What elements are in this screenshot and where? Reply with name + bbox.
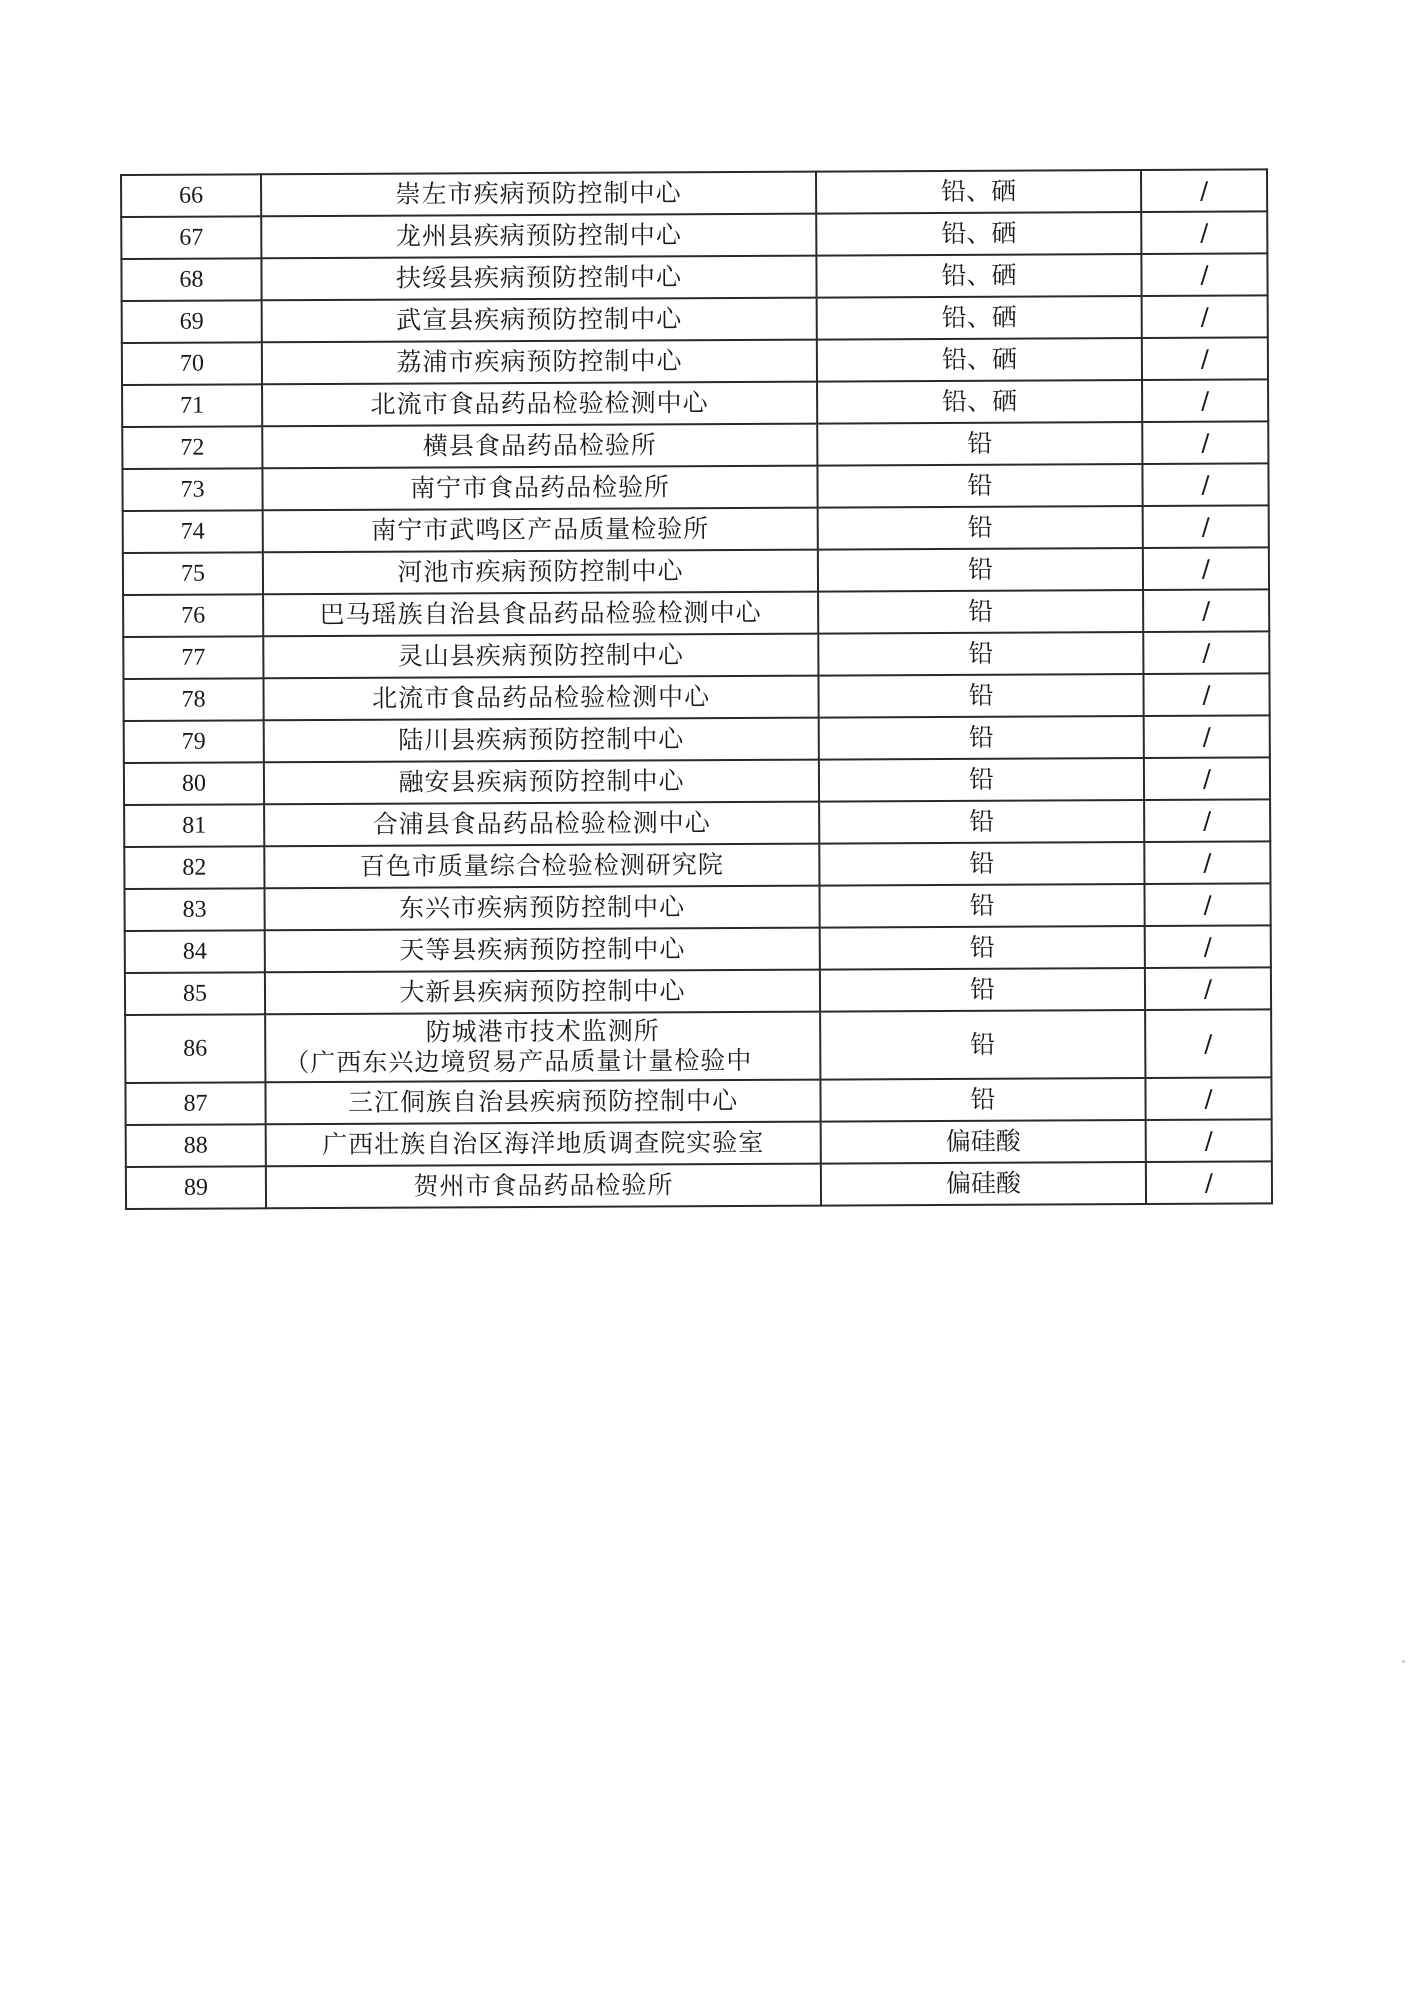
table-row — [122, 421, 1268, 469]
table-row — [124, 799, 1270, 847]
remark: / — [1144, 757, 1270, 800]
table-row — [126, 1119, 1272, 1167]
test-item: 铅 — [818, 632, 1143, 676]
table-row — [125, 925, 1271, 973]
row-number: 89 — [126, 1166, 266, 1209]
institution-name: 广西壮族自治区海洋地质调查院实验室 — [266, 1122, 821, 1167]
row-number: 85 — [125, 972, 265, 1015]
institution-name: 南宁市武鸣区产品质量检验所 — [263, 508, 818, 553]
row-number: 76 — [123, 594, 263, 637]
remark: / — [1143, 673, 1269, 716]
table-row — [122, 463, 1268, 511]
test-item: 铅 — [819, 842, 1144, 886]
remark: / — [1145, 1077, 1271, 1120]
remark: / — [1144, 715, 1270, 758]
institution-name: 横县食品药品检验所 — [262, 424, 817, 469]
institution-name: 扶绥县疾病预防控制中心 — [261, 256, 816, 301]
row-number: 66 — [121, 174, 261, 217]
table-row — [122, 295, 1268, 343]
institution-name — [265, 1012, 820, 1083]
row-number: 69 — [122, 300, 262, 343]
test-item: 铅 — [820, 1010, 1145, 1080]
row-number: 82 — [124, 846, 264, 889]
table-row — [126, 1161, 1272, 1209]
row-number: 70 — [122, 342, 262, 385]
row-number: 74 — [123, 510, 263, 553]
test-item: 铅 — [818, 506, 1143, 550]
remark: / — [1144, 883, 1270, 926]
row-number: 73 — [122, 468, 262, 511]
table-row — [125, 1009, 1271, 1083]
remark: / — [1145, 925, 1271, 968]
table-row — [124, 757, 1270, 805]
table-row — [121, 253, 1267, 301]
institution-name: 崇左市疾病预防控制中心 — [261, 172, 816, 217]
test-item: 铅 — [819, 884, 1144, 928]
table-row — [123, 589, 1269, 637]
row-number: 88 — [126, 1124, 266, 1167]
institution-name: 合浦县食品药品检验检测中心 — [264, 802, 819, 847]
row-number: 77 — [123, 636, 263, 679]
remark: / — [1143, 547, 1269, 590]
institution-name: 陆川县疾病预防控制中心 — [264, 718, 819, 763]
remark: / — [1142, 337, 1268, 380]
row-number: 68 — [121, 258, 261, 301]
institution-name: 百色市质量综合检验检测研究院 — [264, 844, 819, 889]
remark: / — [1144, 799, 1270, 842]
institution-name: 大新县疾病预防控制中心 — [265, 970, 820, 1015]
table-row — [124, 715, 1270, 763]
test-item: 铅 — [819, 716, 1144, 760]
institution-name: 东兴市疾病预防控制中心 — [264, 886, 819, 931]
test-item: 铅 — [818, 674, 1143, 718]
test-item: 铅、硒 — [816, 170, 1141, 214]
test-item: 偏硅酸 — [821, 1120, 1146, 1164]
row-number: 83 — [124, 888, 264, 931]
table-row — [121, 211, 1267, 259]
table-row — [123, 505, 1269, 553]
institution-name-line1: 防城港市技术监测所 — [425, 1016, 660, 1047]
institution-name: 武宣县疾病预防控制中心 — [262, 298, 817, 343]
remark: / — [1143, 631, 1269, 674]
institution-name: 龙州县疾病预防控制中心 — [261, 214, 816, 259]
scan-speck — [1402, 1660, 1405, 1663]
test-item: 铅、硒 — [817, 296, 1142, 340]
institution-name: 巴马瑶族自治县食品药品检验检测中心 — [263, 592, 818, 637]
remark: / — [1142, 295, 1268, 338]
test-item: 铅 — [820, 1078, 1145, 1122]
remark: / — [1145, 1009, 1271, 1078]
results-table — [120, 168, 1273, 1210]
institution-name: 南宁市食品药品检验所 — [262, 466, 817, 511]
institution-name: 北流市食品药品检验检测中心 — [263, 676, 818, 721]
row-number: 67 — [121, 216, 261, 259]
test-item: 铅 — [820, 926, 1145, 970]
row-number: 78 — [123, 678, 263, 721]
remark: / — [1143, 589, 1269, 632]
test-item: 铅、硒 — [816, 212, 1141, 256]
test-item: 铅 — [819, 800, 1144, 844]
institution-name: 河池市疾病预防控制中心 — [263, 550, 818, 595]
institution-name: 三江侗族自治县疾病预防控制中心 — [265, 1080, 820, 1125]
test-item: 铅、硒 — [817, 338, 1142, 382]
remark: / — [1143, 505, 1269, 548]
table-row — [122, 379, 1268, 427]
table-row — [123, 547, 1269, 595]
test-item: 铅 — [819, 758, 1144, 802]
row-number: 87 — [125, 1082, 265, 1125]
row-number: 86 — [125, 1014, 265, 1083]
test-item: 铅 — [820, 968, 1145, 1012]
institution-name: 灵山县疾病预防控制中心 — [263, 634, 818, 679]
table-row — [124, 883, 1270, 931]
test-item: 铅、硒 — [816, 254, 1141, 298]
institution-name: 北流市食品药品检验检测中心 — [262, 382, 817, 427]
remark: / — [1146, 1161, 1272, 1204]
institution-name: 天等县疾病预防控制中心 — [265, 928, 820, 973]
remark: / — [1142, 421, 1268, 464]
remark: / — [1141, 169, 1267, 212]
row-number: 80 — [124, 762, 264, 805]
row-number: 79 — [124, 720, 264, 763]
row-number: 81 — [124, 804, 264, 847]
table-row — [123, 631, 1269, 679]
remark: / — [1142, 379, 1268, 422]
test-item: 铅 — [817, 464, 1142, 508]
institution-name-line2: （广西东兴边境贸易产品质量计量检验中 — [284, 1045, 753, 1078]
test-item: 铅 — [818, 548, 1143, 592]
table-row — [122, 337, 1268, 385]
row-number: 75 — [123, 552, 263, 595]
table-row — [123, 673, 1269, 721]
institution-name: 贺州市食品药品检验所 — [266, 1164, 821, 1209]
remark: / — [1144, 841, 1270, 884]
institution-name: 融安县疾病预防控制中心 — [264, 760, 819, 805]
table-row — [125, 1077, 1271, 1125]
remark: / — [1145, 967, 1271, 1010]
remark: / — [1142, 463, 1268, 506]
remark: / — [1146, 1119, 1272, 1162]
table-row — [124, 841, 1270, 889]
remark: / — [1141, 211, 1267, 254]
test-item: 铅、硒 — [817, 380, 1142, 424]
test-item: 偏硅酸 — [821, 1162, 1146, 1206]
test-item: 铅 — [818, 590, 1143, 634]
table-row — [121, 169, 1267, 217]
test-item: 铅 — [817, 422, 1142, 466]
row-number: 84 — [125, 930, 265, 973]
institution-name: 荔浦市疾病预防控制中心 — [262, 340, 817, 385]
row-number: 72 — [122, 426, 262, 469]
row-number: 71 — [122, 384, 262, 427]
table-row — [125, 967, 1271, 1015]
remark: / — [1141, 253, 1267, 296]
